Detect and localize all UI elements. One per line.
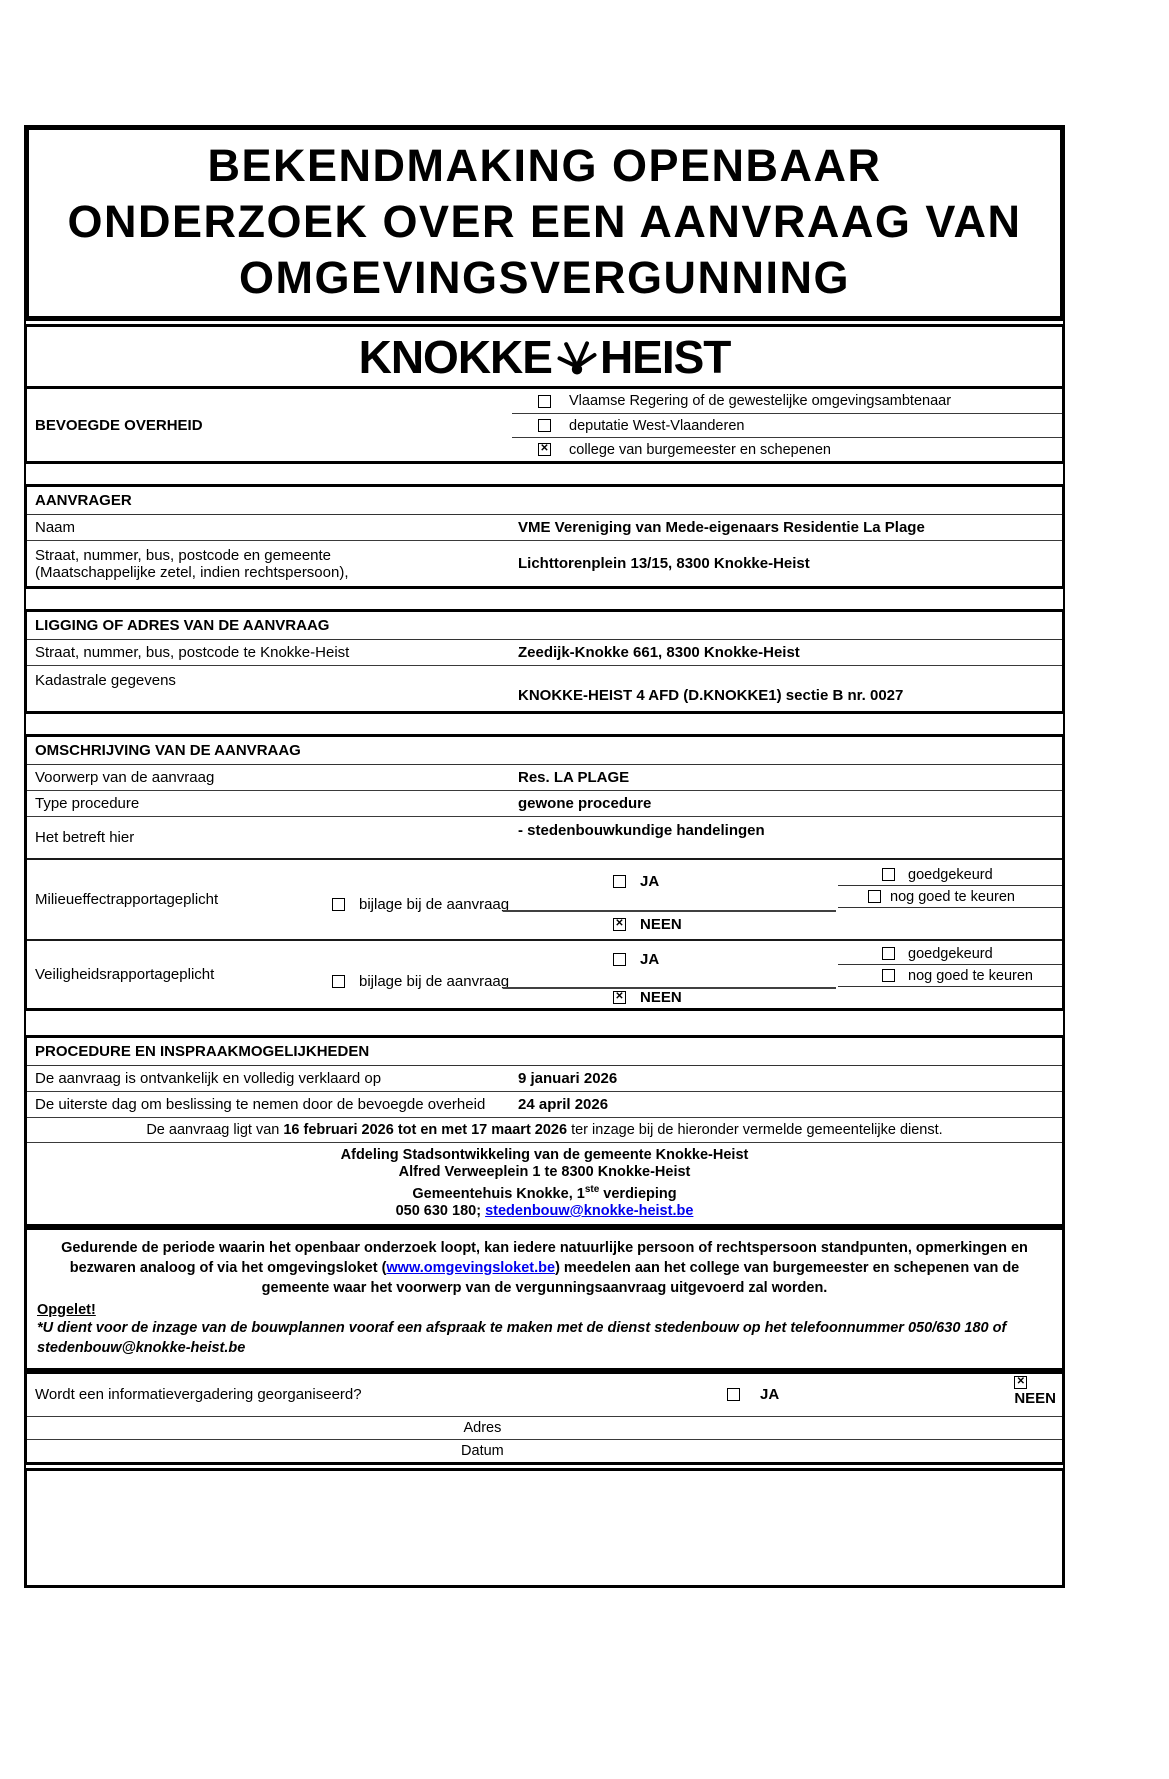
vr-ja-checkbox[interactable] (613, 953, 626, 966)
municipality-logo (27, 327, 1062, 389)
section-divider (24, 714, 1065, 734)
vr-bijlage-group (332, 973, 509, 990)
vr-nog-label: nog goed te keuren (908, 967, 1033, 984)
bezwaar-box (24, 1227, 1065, 1371)
checkbox-vlaamse-regering[interactable] (538, 395, 551, 408)
checkbox-deputatie[interactable] (538, 419, 551, 432)
mer-nog-row (838, 886, 1062, 908)
uiterste-dag-value: 24 april 2026 (518, 1096, 609, 1113)
mer-bijlage-group (332, 896, 509, 913)
checkbox-college[interactable]: ✕ (538, 443, 551, 456)
vr-ja-group (613, 951, 659, 968)
voorwerp-value: Res. LA PLAGE (518, 769, 630, 786)
mer-bijlage-checkbox[interactable] (332, 898, 345, 911)
naam-value: VME Vereniging van Mede-eigenaars Residentie La Plage (518, 519, 925, 536)
voorwerp-label: Voorwerp van de aanvraag (35, 769, 215, 786)
omschrijving-header: OMSCHRIJVING VAN DE AANVRAAG (27, 737, 1062, 765)
vr-row (27, 939, 1062, 1008)
info-neen-group (1014, 1376, 1056, 1407)
type-procedure-value: gewone procedure (518, 795, 652, 812)
table-row (27, 665, 1062, 711)
table-row (27, 790, 1062, 816)
bevoegde-overheid-options (512, 389, 1062, 461)
vr-label: Veiligheidsrapportageplicht (35, 966, 215, 983)
mer-ja-label: JA (640, 873, 660, 890)
vr-goedgekeurd-label: goedgekeurd (908, 945, 993, 962)
vr-bijlage-label: bijlage bij de aanvraag (359, 973, 510, 990)
type-procedure-label: Type procedure (35, 795, 140, 812)
omschrijving-box (24, 734, 1065, 1011)
ontvankelijk-label: De aanvraag is ontvankelijk en volledig verklaard op (35, 1070, 382, 1087)
option-vlaamse-regering (512, 389, 1062, 413)
mer-ja-group (613, 873, 659, 890)
vr-nog-row (838, 965, 1062, 987)
vr-neen-checkbox[interactable]: ✕ (613, 991, 626, 1004)
ligging-header: LIGGING OF ADRES VAN DE AANVRAAG (27, 612, 1062, 640)
table-row (27, 640, 1062, 665)
info-ja-label: JA (760, 1385, 780, 1403)
option-label: Vlaamse Regering of de gewestelijke omgevingsambtenaar (569, 393, 952, 409)
afspraak-note: *U dient voor de inzage van de bouwplannen vooraf een afspraak te maken met de dienst stedenbouw op het telefoonnummer 050/630 180 of stedenbouw@knokke-heist.be (37, 1319, 1007, 1356)
option-deputatie (512, 413, 1062, 437)
table-row (27, 1066, 1062, 1091)
aanvrager-adres-label: Straat, nummer, bus, postcode en gemeente (Maatschappelijke zetel, indien rechtspersoon), (35, 546, 349, 581)
mer-nog-label: nog goed te keuren (890, 888, 1015, 905)
uiterste-dag-label: De uiterste dag om beslissing te nemen door de bevoegde overheid (35, 1096, 486, 1113)
vr-neen-label: NEEN (640, 989, 682, 1006)
aanvrager-adres-value: Lichttorenplein 13/15, 8300 Knokke-Heist (518, 555, 810, 572)
mer-neen-group (613, 916, 682, 933)
betreft-value: - stedenbouwkundige handelingen (518, 822, 765, 839)
section-divider (24, 464, 1065, 484)
authority-box (24, 324, 1065, 464)
section-divider (24, 1011, 1065, 1035)
info-neen-checkbox[interactable]: ✕ (1014, 1376, 1027, 1389)
infovergadering-box (24, 1371, 1065, 1465)
fill-line (503, 975, 836, 989)
datum-label: Datum (461, 1442, 504, 1459)
opgelet-label: Opgelet! (37, 1301, 96, 1318)
kadaster-label: Kadastrale gegevens (35, 672, 176, 689)
table-row (27, 1091, 1062, 1117)
mer-ja-checkbox[interactable] (613, 875, 626, 888)
betreft-label: Het betreft hier (35, 829, 135, 846)
title-box (24, 125, 1065, 321)
gemeentelijke-dienst-block (27, 1142, 1062, 1224)
infovergadering-question: Wordt een informatievergadering georganiseerd? (35, 1385, 362, 1403)
option-college (512, 437, 1062, 461)
vr-neen-group (613, 989, 682, 1006)
inzage-period-row (27, 1117, 1062, 1142)
mer-approval-block (838, 864, 1062, 908)
table-row (27, 816, 1062, 858)
aanvrager-header: AANVRAGER (27, 487, 1062, 515)
mer-bijlage-label: bijlage bij de aanvraag (359, 896, 510, 913)
logo-heist: HEIST (599, 330, 731, 383)
omgevingsloket-link[interactable]: www.omgevingsloket.be (386, 1259, 556, 1276)
vr-bijlage-checkbox[interactable] (332, 975, 345, 988)
adres-row (27, 1416, 1062, 1439)
public-notice-document (24, 125, 1065, 1588)
dienst-email-link[interactable]: stedenbouw@knokke-heist.be (485, 1202, 694, 1219)
mer-row (27, 858, 1062, 939)
page-title-line-1: BEKENDMAKING OPENBAAR (207, 140, 882, 191)
table-row (27, 540, 1062, 586)
inzage-prefix: De aanvraag ligt van (146, 1122, 284, 1138)
adres-label: Adres (463, 1419, 502, 1436)
vr-nog-checkbox[interactable] (882, 969, 895, 982)
ontvankelijk-value: 9 januari 2026 (518, 1070, 618, 1087)
mer-neen-label: NEEN (640, 916, 682, 933)
option-label: college van burgemeester en schepenen (569, 441, 831, 458)
table-row (27, 515, 1062, 540)
kadaster-value: KNOKKE-HEIST 4 AFD (D.KNOKKE1) sectie B nr. 0027 (518, 687, 904, 704)
mer-neen-checkbox[interactable]: ✕ (613, 918, 626, 931)
vr-goedgekeurd-checkbox[interactable] (882, 947, 895, 960)
ligging-straat-value: Zeedijk-Knokke 661, 8300 Knokke-Heist (518, 644, 800, 661)
option-label: deputatie West-Vlaanderen (569, 417, 745, 434)
empty-bottom-box (24, 1468, 1065, 1588)
fill-line (503, 898, 836, 912)
datum-row (27, 1439, 1062, 1462)
inzage-period: 16 februari 2026 tot en met 17 maart 2026 (283, 1122, 568, 1138)
mer-goedgekeurd-label: goedgekeurd (908, 866, 993, 883)
info-neen-label: NEEN (1014, 1389, 1056, 1407)
starfish-icon (556, 340, 598, 380)
mer-label: Milieueffectrapportageplicht (35, 891, 219, 908)
dienst-phone: 050 630 180; (395, 1202, 486, 1219)
section-divider (24, 589, 1065, 609)
procedure-box (24, 1035, 1065, 1227)
naam-label: Naam (35, 519, 76, 536)
ligging-straat-label: Straat, nummer, bus, postcode te Knokke-Heist (35, 644, 350, 661)
infovergadering-row (27, 1374, 1062, 1416)
ligging-box (24, 609, 1065, 714)
bezwaar-paragraph: Gedurende de periode waarin het openbaar onderzoek loopt, kan iedere natuurlijke persoon of rechtspersoon standpunten, opmerkingen en bezwaren analoog of via het omgevingsloket (www.omgevingsloket.be) meedelen aan het college van burgemeester en schepenen van de gemeente waar het voorwerp van de vergunningsaanvraag uitgevoerd zal worden. (61, 1239, 1028, 1296)
bevoegde-overheid-label: BEVOEGDE OVERHEID (35, 416, 203, 434)
dienst-contact (33, 1203, 1056, 1220)
vr-goedgekeurd-row (838, 943, 1062, 965)
table-row (27, 765, 1062, 790)
aanvrager-box (24, 484, 1065, 589)
dienst-name: Afdeling Stadsontwikkeling van de gemeente Knokke-Heist (340, 1147, 749, 1163)
vr-ja-label: JA (640, 951, 660, 968)
logo-text (359, 330, 731, 384)
dienst-floor: Gemeentehuis Knokke, 1ste verdieping (412, 1184, 677, 1202)
mer-goedgekeurd-checkbox[interactable] (882, 868, 895, 881)
mer-goedgekeurd-row (838, 864, 1062, 886)
info-ja-group (727, 1386, 779, 1403)
info-ja-checkbox[interactable] (727, 1388, 740, 1401)
vr-approval-block (838, 943, 1062, 987)
logo-knokke: KNOKKE (358, 330, 552, 383)
page-title-line-2: ONDERZOEK OVER EEN AANVRAAG VAN (67, 196, 1022, 247)
mer-nog-checkbox[interactable] (868, 890, 881, 903)
procedure-header: PROCEDURE EN INSPRAAKMOGELIJKHEDEN (27, 1038, 1062, 1066)
inzage-suffix: ter inzage bij de hieronder vermelde gemeentelijke dienst. (567, 1122, 943, 1138)
dienst-address: Alfred Verweeplein 1 te 8300 Knokke-Heist (398, 1164, 691, 1180)
page-title-line-3: OMGEVINGSVERGUNNING (238, 252, 851, 303)
bevoegde-overheid-section (27, 389, 1062, 461)
